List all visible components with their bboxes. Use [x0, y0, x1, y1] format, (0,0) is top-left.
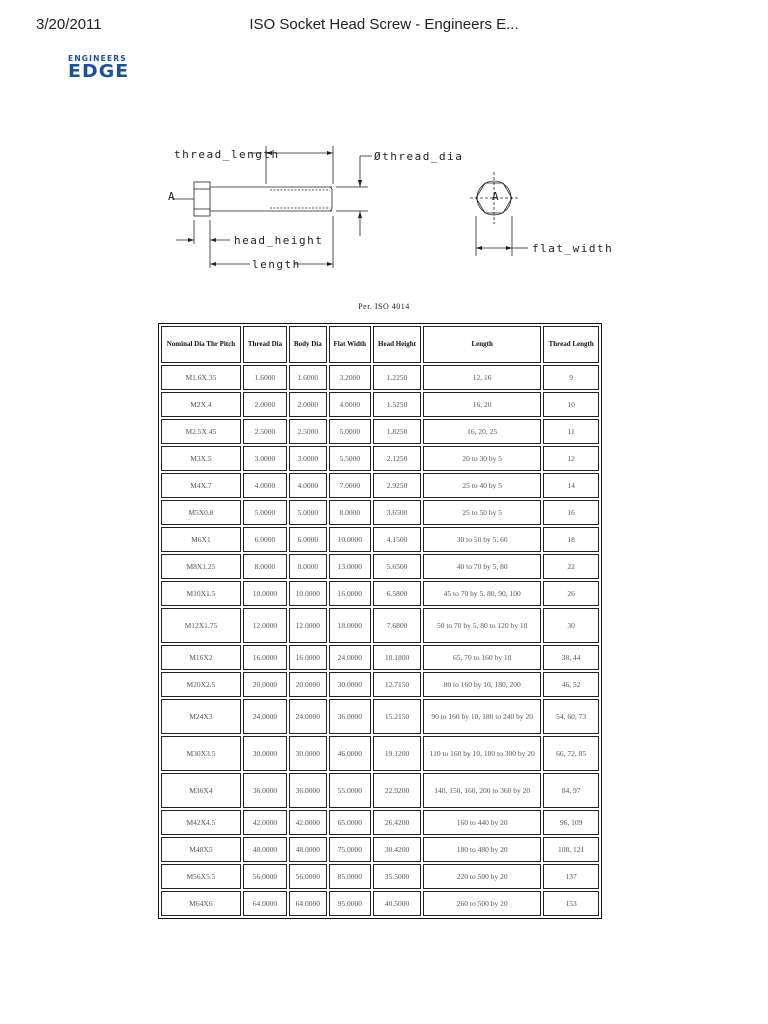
- table-cell: 2.0000: [289, 392, 326, 417]
- thread-dia-label: Øthread_dia: [374, 150, 464, 163]
- table-cell: M10X1.5: [161, 581, 241, 606]
- table-cell: 30.4200: [373, 837, 421, 862]
- table-cell: 12.0000: [243, 608, 287, 643]
- col-nominal-dia: Nominal Dia Thr Pitch: [161, 326, 241, 363]
- table-cell: 16.0000: [243, 645, 287, 670]
- table-cell: M1.6X.35: [161, 365, 241, 390]
- table-cell: 2.9250: [373, 473, 421, 498]
- table-cell: 80 to 160 by 10, 180, 200: [423, 672, 541, 697]
- head-height-label: head_height: [234, 234, 324, 247]
- table-row: [161, 500, 599, 525]
- table-cell: 16: [543, 500, 599, 525]
- table-cell: 16.0000: [329, 581, 371, 606]
- table-cell: 1.5250: [373, 392, 421, 417]
- table-cell: 3.2000: [329, 365, 371, 390]
- table-cell: 15.2150: [373, 699, 421, 734]
- standard-note: Per. ISO 4014: [358, 302, 410, 311]
- table-row: [161, 891, 599, 916]
- screw-head-outline: [194, 182, 210, 216]
- table-cell: 20.0000: [243, 672, 287, 697]
- table-cell: 2.5000: [243, 419, 287, 444]
- table-cell: M2.5X.45: [161, 419, 241, 444]
- table-cell: M48X5: [161, 837, 241, 862]
- table-cell: 12.0000: [289, 608, 326, 643]
- table-cell: 50 to 70 by 5, 80 to 120 by 10: [423, 608, 541, 643]
- table-cell: 64.0000: [289, 891, 326, 916]
- table-cell: 66, 72, 85: [543, 736, 599, 771]
- table-cell: 3.0000: [243, 446, 287, 471]
- table-cell: 1.8250: [373, 419, 421, 444]
- table-cell: 8.0000: [329, 500, 371, 525]
- table-cell: 20 to 30 by 5: [423, 446, 541, 471]
- table-cell: 153: [543, 891, 599, 916]
- table-cell: 10.1800: [373, 645, 421, 670]
- table-cell: M42X4.5: [161, 810, 241, 835]
- col-length: Length: [423, 326, 541, 363]
- iso-4014-dimension-table: [158, 323, 602, 919]
- table-cell: 18.0000: [329, 608, 371, 643]
- table-cell: 5.0000: [289, 500, 326, 525]
- table-cell: 5.0000: [329, 419, 371, 444]
- table-row: [161, 473, 599, 498]
- section-a-right-label: A: [492, 190, 501, 203]
- table-cell: 42.0000: [243, 810, 287, 835]
- table-cell: 1.2250: [373, 365, 421, 390]
- table-cell: M30X3.5: [161, 736, 241, 771]
- section-a-left-label: A: [168, 190, 177, 203]
- table-row: [161, 527, 599, 552]
- table-row: [161, 672, 599, 697]
- table-cell: 90 to 160 by 10, 180 to 240 by 20: [423, 699, 541, 734]
- table-cell: 30 to 50 by 5, 60: [423, 527, 541, 552]
- table-cell: 10.0000: [243, 581, 287, 606]
- table-cell: 3.6500: [373, 500, 421, 525]
- table-cell: 38, 44: [543, 645, 599, 670]
- screw-dimension-diagram: [150, 140, 620, 280]
- table-cell: 45 to 70 by 5, 80, 90, 100: [423, 581, 541, 606]
- table-cell: 12, 16: [423, 365, 541, 390]
- table-cell: 2.0000: [243, 392, 287, 417]
- table-cell: M5X0.8: [161, 500, 241, 525]
- table-cell: 30.0000: [329, 672, 371, 697]
- table-row: [161, 864, 599, 889]
- table-cell: M2X.4: [161, 392, 241, 417]
- table-row: [161, 419, 599, 444]
- table-row: [161, 392, 599, 417]
- table-cell: 19.1200: [373, 736, 421, 771]
- table-cell: M16X2: [161, 645, 241, 670]
- table-cell: 85.0000: [329, 864, 371, 889]
- table-cell: 10.0000: [329, 527, 371, 552]
- engineers-edge-logo[interactable]: [68, 55, 152, 81]
- flat-width-label: flat_width: [532, 242, 614, 255]
- table-cell: M24X3: [161, 699, 241, 734]
- table-row: [161, 446, 599, 471]
- table-row: [161, 773, 599, 808]
- table-cell: 13.0000: [329, 554, 371, 579]
- table-cell: 22: [543, 554, 599, 579]
- table-cell: 56.0000: [243, 864, 287, 889]
- col-body-dia: Body Dia: [289, 326, 326, 363]
- table-row: [161, 736, 599, 771]
- table-cell: 65.0000: [329, 810, 371, 835]
- table-cell: 95.0000: [329, 891, 371, 916]
- table-cell: 36.0000: [243, 773, 287, 808]
- table-cell: 140, 150, 160, 200 to 360 by 20: [423, 773, 541, 808]
- table-cell: 4.0000: [243, 473, 287, 498]
- table-cell: M36X4: [161, 773, 241, 808]
- table-cell: 40 to 70 by 5, 80: [423, 554, 541, 579]
- table-cell: 5.0000: [243, 500, 287, 525]
- table-cell: 12.7150: [373, 672, 421, 697]
- table-cell: 137: [543, 864, 599, 889]
- table-cell: 6.0000: [243, 527, 287, 552]
- table-row: [161, 810, 599, 835]
- table-cell: 55.0000: [329, 773, 371, 808]
- table-cell: 75.0000: [329, 837, 371, 862]
- table-cell: M4X.7: [161, 473, 241, 498]
- table-cell: 96, 109: [543, 810, 599, 835]
- table-cell: 20.0000: [289, 672, 326, 697]
- col-thread-length: Thread Length: [543, 326, 599, 363]
- table-row: [161, 699, 599, 734]
- table-cell: 22.9200: [373, 773, 421, 808]
- table-cell: 18: [543, 527, 599, 552]
- table-cell: 30: [543, 608, 599, 643]
- table-cell: 26.4200: [373, 810, 421, 835]
- table-cell: 5.5000: [329, 446, 371, 471]
- table-cell: 12: [543, 446, 599, 471]
- table-cell: 30.0000: [289, 736, 326, 771]
- logo-line-1: ENGINEERS: [68, 54, 127, 63]
- table-row: [161, 608, 599, 643]
- table-header-row: [161, 326, 599, 363]
- table-cell: 2.1250: [373, 446, 421, 471]
- table-cell: 7.6800: [373, 608, 421, 643]
- table-cell: 46, 52: [543, 672, 599, 697]
- length-label: length: [252, 258, 301, 271]
- table-cell: 110 to 160 by 10, 180 to 300 by 20: [423, 736, 541, 771]
- table-cell: 6.5800: [373, 581, 421, 606]
- page-title: ISO Socket Head Screw - Engineers E...: [249, 16, 519, 33]
- table-cell: 64.0000: [243, 891, 287, 916]
- table-cell: 4.0000: [329, 392, 371, 417]
- table-cell: 35.5000: [373, 864, 421, 889]
- table-row: [161, 581, 599, 606]
- table-cell: M12X1.75: [161, 608, 241, 643]
- table-cell: 36.0000: [329, 699, 371, 734]
- table-cell: 4.0000: [289, 473, 326, 498]
- table-cell: M20X2.5: [161, 672, 241, 697]
- table-row: [161, 365, 599, 390]
- table-cell: 16, 20: [423, 392, 541, 417]
- table-cell: 56.0000: [289, 864, 326, 889]
- table-cell: 2.5000: [289, 419, 326, 444]
- col-thread-dia: Thread Dia: [243, 326, 287, 363]
- table-cell: 3.0000: [289, 446, 326, 471]
- table-cell: M64X6: [161, 891, 241, 916]
- table-row: [161, 645, 599, 670]
- print-date: 3/20/2011: [36, 16, 102, 33]
- table-cell: M3X.5: [161, 446, 241, 471]
- table-cell: 40.5000: [373, 891, 421, 916]
- table-cell: 1.6000: [243, 365, 287, 390]
- table-cell: M8X1.25: [161, 554, 241, 579]
- table-cell: 8.0000: [289, 554, 326, 579]
- table-cell: 48.0000: [243, 837, 287, 862]
- table-cell: 25 to 40 by 5: [423, 473, 541, 498]
- table-cell: 108, 121: [543, 837, 599, 862]
- table-cell: 160 to 440 by 20: [423, 810, 541, 835]
- table-cell: 48.0000: [289, 837, 326, 862]
- table-cell: 26: [543, 581, 599, 606]
- table-cell: 11: [543, 419, 599, 444]
- table-cell: 5.6500: [373, 554, 421, 579]
- table-cell: 46.0000: [329, 736, 371, 771]
- table-cell: 16, 20, 25: [423, 419, 541, 444]
- table-cell: 10: [543, 392, 599, 417]
- table-cell: 9: [543, 365, 599, 390]
- table-cell: 84, 97: [543, 773, 599, 808]
- table-cell: M56X5.5: [161, 864, 241, 889]
- table-cell: 260 to 500 by 20: [423, 891, 541, 916]
- table-cell: 1.6000: [289, 365, 326, 390]
- table-cell: 6.0000: [289, 527, 326, 552]
- table-cell: M6X1: [161, 527, 241, 552]
- table-row: [161, 837, 599, 862]
- table-cell: 30.0000: [243, 736, 287, 771]
- table-cell: 8.0000: [243, 554, 287, 579]
- table-cell: 65, 70 to 160 by 10: [423, 645, 541, 670]
- logo-line-2: EDGE: [68, 61, 130, 82]
- table-cell: 24.0000: [243, 699, 287, 734]
- table-cell: 42.0000: [289, 810, 326, 835]
- thread-length-label: thread_length: [174, 148, 280, 161]
- table-cell: 54, 60, 73: [543, 699, 599, 734]
- table-cell: 220 to 500 by 20: [423, 864, 541, 889]
- table-cell: 24.0000: [329, 645, 371, 670]
- table-row: [161, 554, 599, 579]
- table-cell: 24.0000: [289, 699, 326, 734]
- table-cell: 14: [543, 473, 599, 498]
- col-flat-width: Flat Width: [329, 326, 371, 363]
- table-cell: 16.0000: [289, 645, 326, 670]
- col-head-height: Head Height: [373, 326, 421, 363]
- table-cell: 180 to 480 by 20: [423, 837, 541, 862]
- table-cell: 10.0000: [289, 581, 326, 606]
- table-cell: 7.0000: [329, 473, 371, 498]
- table-cell: 36.0000: [289, 773, 326, 808]
- table-cell: 25 to 50 by 5: [423, 500, 541, 525]
- table-cell: 4.1500: [373, 527, 421, 552]
